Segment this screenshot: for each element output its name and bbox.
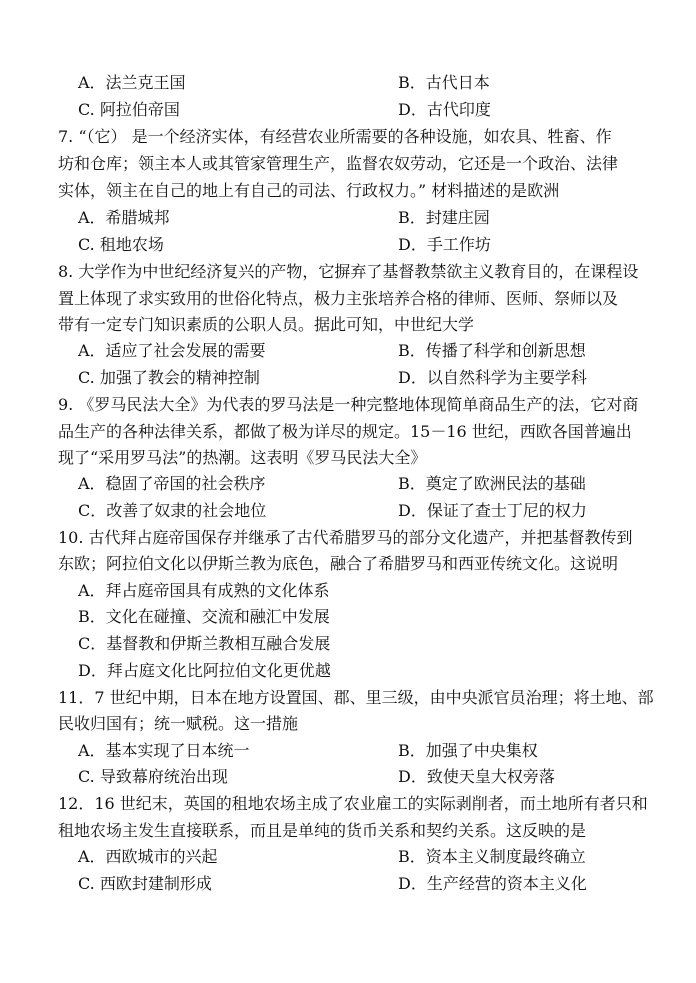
q10-stem-line-2: 东欧；阿拉伯文化以伊斯兰教为底色，融合了希腊罗马和西亚传统文化。这说明 <box>58 554 619 573</box>
q9-option-d: D．保证了查士丁尼的权力 <box>398 501 587 520</box>
q10-stem-line-1: 10. 古代拜占庭帝国保存并继承了古代希腊罗马的部分文化遗产，并把基督教传到 <box>58 528 633 547</box>
q7-option-b: B．封建庄园 <box>398 208 490 227</box>
q10-option-d: D．拜占庭文化比阿拉伯文化更优越 <box>78 661 331 680</box>
q12-option-d: D．生产经营的资本主义化 <box>398 874 587 893</box>
q11-stem-line-2: 民收归国有；统一赋税。这一措施 <box>58 714 299 733</box>
q12-stem-line-1: 12．16 世纪末，英国的租地农场主成了农业雇工的实际剥削者，而土地所有者只和 <box>58 794 648 813</box>
q11-option-a: A．基本实现了日本统一 <box>78 741 250 760</box>
q9-stem-line-3: 现了“采用罗马法”的热潮。这表明《罗马民法大全》 <box>58 448 427 467</box>
q7-option-d: D．手工作坊 <box>398 235 491 254</box>
q11-stem-line-1: 11．7 世纪中期，日本在地方设置国、郡、里三级，由中央派官员治理；将土地、部 <box>58 688 654 707</box>
q10-option-b: B．文化在碰撞、交流和融汇中发展 <box>78 607 330 626</box>
q7-option-c: C. 租地农场 <box>78 235 164 254</box>
q9-option-c: C．改善了奴隶的社会地位 <box>78 501 267 520</box>
q8-option-d: D．以自然科学为主要学科 <box>398 368 587 387</box>
q6-option-b: B．古代日本 <box>398 73 490 92</box>
q12-option-a: A．西欧城市的兴起 <box>78 847 218 866</box>
q6-option-c: C. 阿拉伯帝国 <box>78 100 180 119</box>
q7-stem-line-3: 实体，领主在自己的地上有自己的司法、行政权力。” 材料描述的是欧洲 <box>58 181 560 200</box>
q6-option-a: A．法兰克王国 <box>78 73 186 92</box>
q8-option-c: C. 加强了教会的精神控制 <box>78 368 260 387</box>
q10-option-a: A．拜占庭帝国具有成熟的文化体系 <box>78 581 330 600</box>
q9-stem-line-1: 9. 《罗马民法大全》为代表的罗马法是一种完整地体现简单商品生产的法，它对商 <box>58 395 639 414</box>
q11-option-b: B．加强了中央集权 <box>398 741 538 760</box>
q8-stem-line-3: 带有一定专门知识素质的公职人员。据此可知，中世纪大学 <box>58 315 475 334</box>
q9-stem-line-2: 品生产的各种法律关系，都做了极为详尽的规定。15－16 世纪，西欧各国普遍出 <box>58 422 632 441</box>
q11-option-d: D．致使天皇大权旁落 <box>398 767 555 786</box>
q11-option-c: C. 导致幕府统治出现 <box>78 767 228 786</box>
q8-option-a: A．适应了社会发展的需要 <box>78 341 266 360</box>
q12-option-b: B．资本主义制度最终确立 <box>398 847 586 866</box>
q8-option-b: B．传播了科学和创新思想 <box>398 341 586 360</box>
q9-option-b: B．奠定了欧洲民法的基础 <box>398 474 586 493</box>
q9-option-a: A．稳固了帝国的社会秩序 <box>78 474 266 493</box>
q7-option-a: A．希腊城邦 <box>78 208 170 227</box>
q7-stem-line-1: 7. “（它） 是一个经济实体，有经营农业所需要的各种设施，如农具、牲畜、作 <box>58 127 612 146</box>
q8-stem-line-2: 置上体现了求实致用的世俗化特点，极力主张培养合格的律师、医师、祭师以及 <box>58 289 619 308</box>
q7-stem-line-2: 坊和仓库；领主本人或其管家管理生产，监督农奴劳动，它还是一个政治、法律 <box>58 154 619 173</box>
q10-option-c: C．基督教和伊斯兰教相互融合发展 <box>78 634 331 653</box>
q12-option-c: C. 西欧封建制形成 <box>78 874 212 893</box>
q6-option-d: D．古代印度 <box>398 100 491 119</box>
q12-stem-line-2: 租地农场主发生直接联系，而且是单纯的货币关系和契约关系。这反映的是 <box>58 821 587 840</box>
q8-stem-line-1: 8. 大学作为中世纪经济复兴的产物，它摒弃了基督教禁欲主义教育目的，在课程设 <box>58 262 639 281</box>
